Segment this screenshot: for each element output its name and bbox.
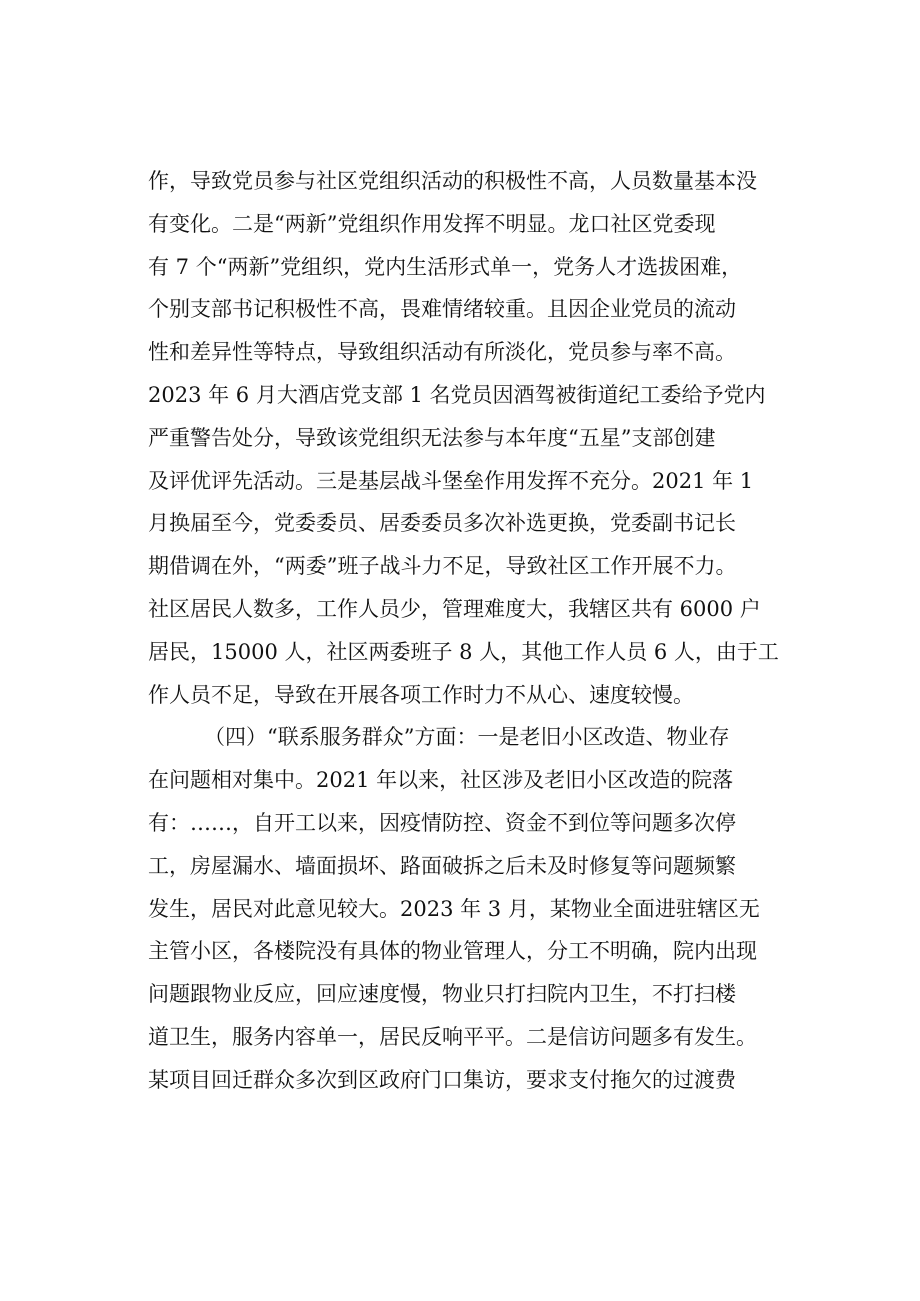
text-line: 问题跟物业反应，回应速度慢，物业只打扫院内卫生，不打扫楼 xyxy=(148,982,736,1007)
text-line: 及评优评先活动。三是基层战斗堡垒作用发挥不充分。2021 年 1 xyxy=(148,468,754,493)
text-line: 严重警告处分，导致该党组织无法参与本年度“五星”支部创建 xyxy=(148,425,716,450)
text-line: 某项目回迁群众多次到区政府门口集访，要求支付拖欠的过渡费 xyxy=(148,1067,736,1092)
text-line: 有 7 个“两新”党组织，党内生活形式单一，党务人才选拔困难， xyxy=(148,254,743,279)
text-line: 居民，15000 人，社区两委班子 8 人，其他工作人员 6 人，由于工 xyxy=(148,639,779,664)
text-line: 在问题相对集中。2021 年以来，社区涉及老旧小区改造的院落 xyxy=(148,768,734,793)
text-line: 道卫生，服务内容单一，居民反响平平。二是信访问题多有发生。 xyxy=(148,1024,757,1049)
text-line: 性和差异性等特点，导致组织活动有所淡化，党员参与率不高。 xyxy=(148,340,736,365)
text-line: 期借调在外，“两委”班子战斗力不足，导致社区工作开展不力。 xyxy=(148,554,737,579)
text-line: 主管小区，各楼院没有具体的物业管理人，分工不明确，院内出现 xyxy=(148,939,757,964)
text-line: 有：……，自开工以来，因疫情防控、资金不到位等问题多次停 xyxy=(148,810,736,835)
text-line: 工，房屋漏水、墙面损坏、路面破拆之后未及时修复等问题频繁 xyxy=(148,853,736,878)
text-line: 个别支部书记积极性不高，畏难情绪较重。且因企业党员的流动 xyxy=(148,297,736,322)
text-line: 发生，居民对此意见较大。2023 年 3 月，某物业全面进驻辖区无 xyxy=(148,896,760,921)
text-line: 有变化。二是“两新”党组织作用发挥不明显。龙口社区党委现 xyxy=(148,211,716,236)
text-line: 社区居民人数多，工作人员少，管理难度大，我辖区共有 6000 户 xyxy=(148,596,761,621)
section-heading-line: （四）“联系服务群众”方面：一是老旧小区改造、物业存 xyxy=(204,725,730,750)
text-line: 2023 年 6 月大酒店党支部 1 名党员因酒驾被街道纪工委给予党内 xyxy=(148,382,766,407)
body-text xyxy=(148,160,808,1102)
text-line: 作，导致党员参与社区党组织活动的积极性不高，人员数量基本没 xyxy=(148,169,757,193)
text-line: 作人员不足，导致在开展各项工作时力不从心、速度较慢。 xyxy=(148,682,694,707)
text-line: 月换届至今，党委委员、居委委员多次补选更换，党委副书记长 xyxy=(148,511,736,536)
